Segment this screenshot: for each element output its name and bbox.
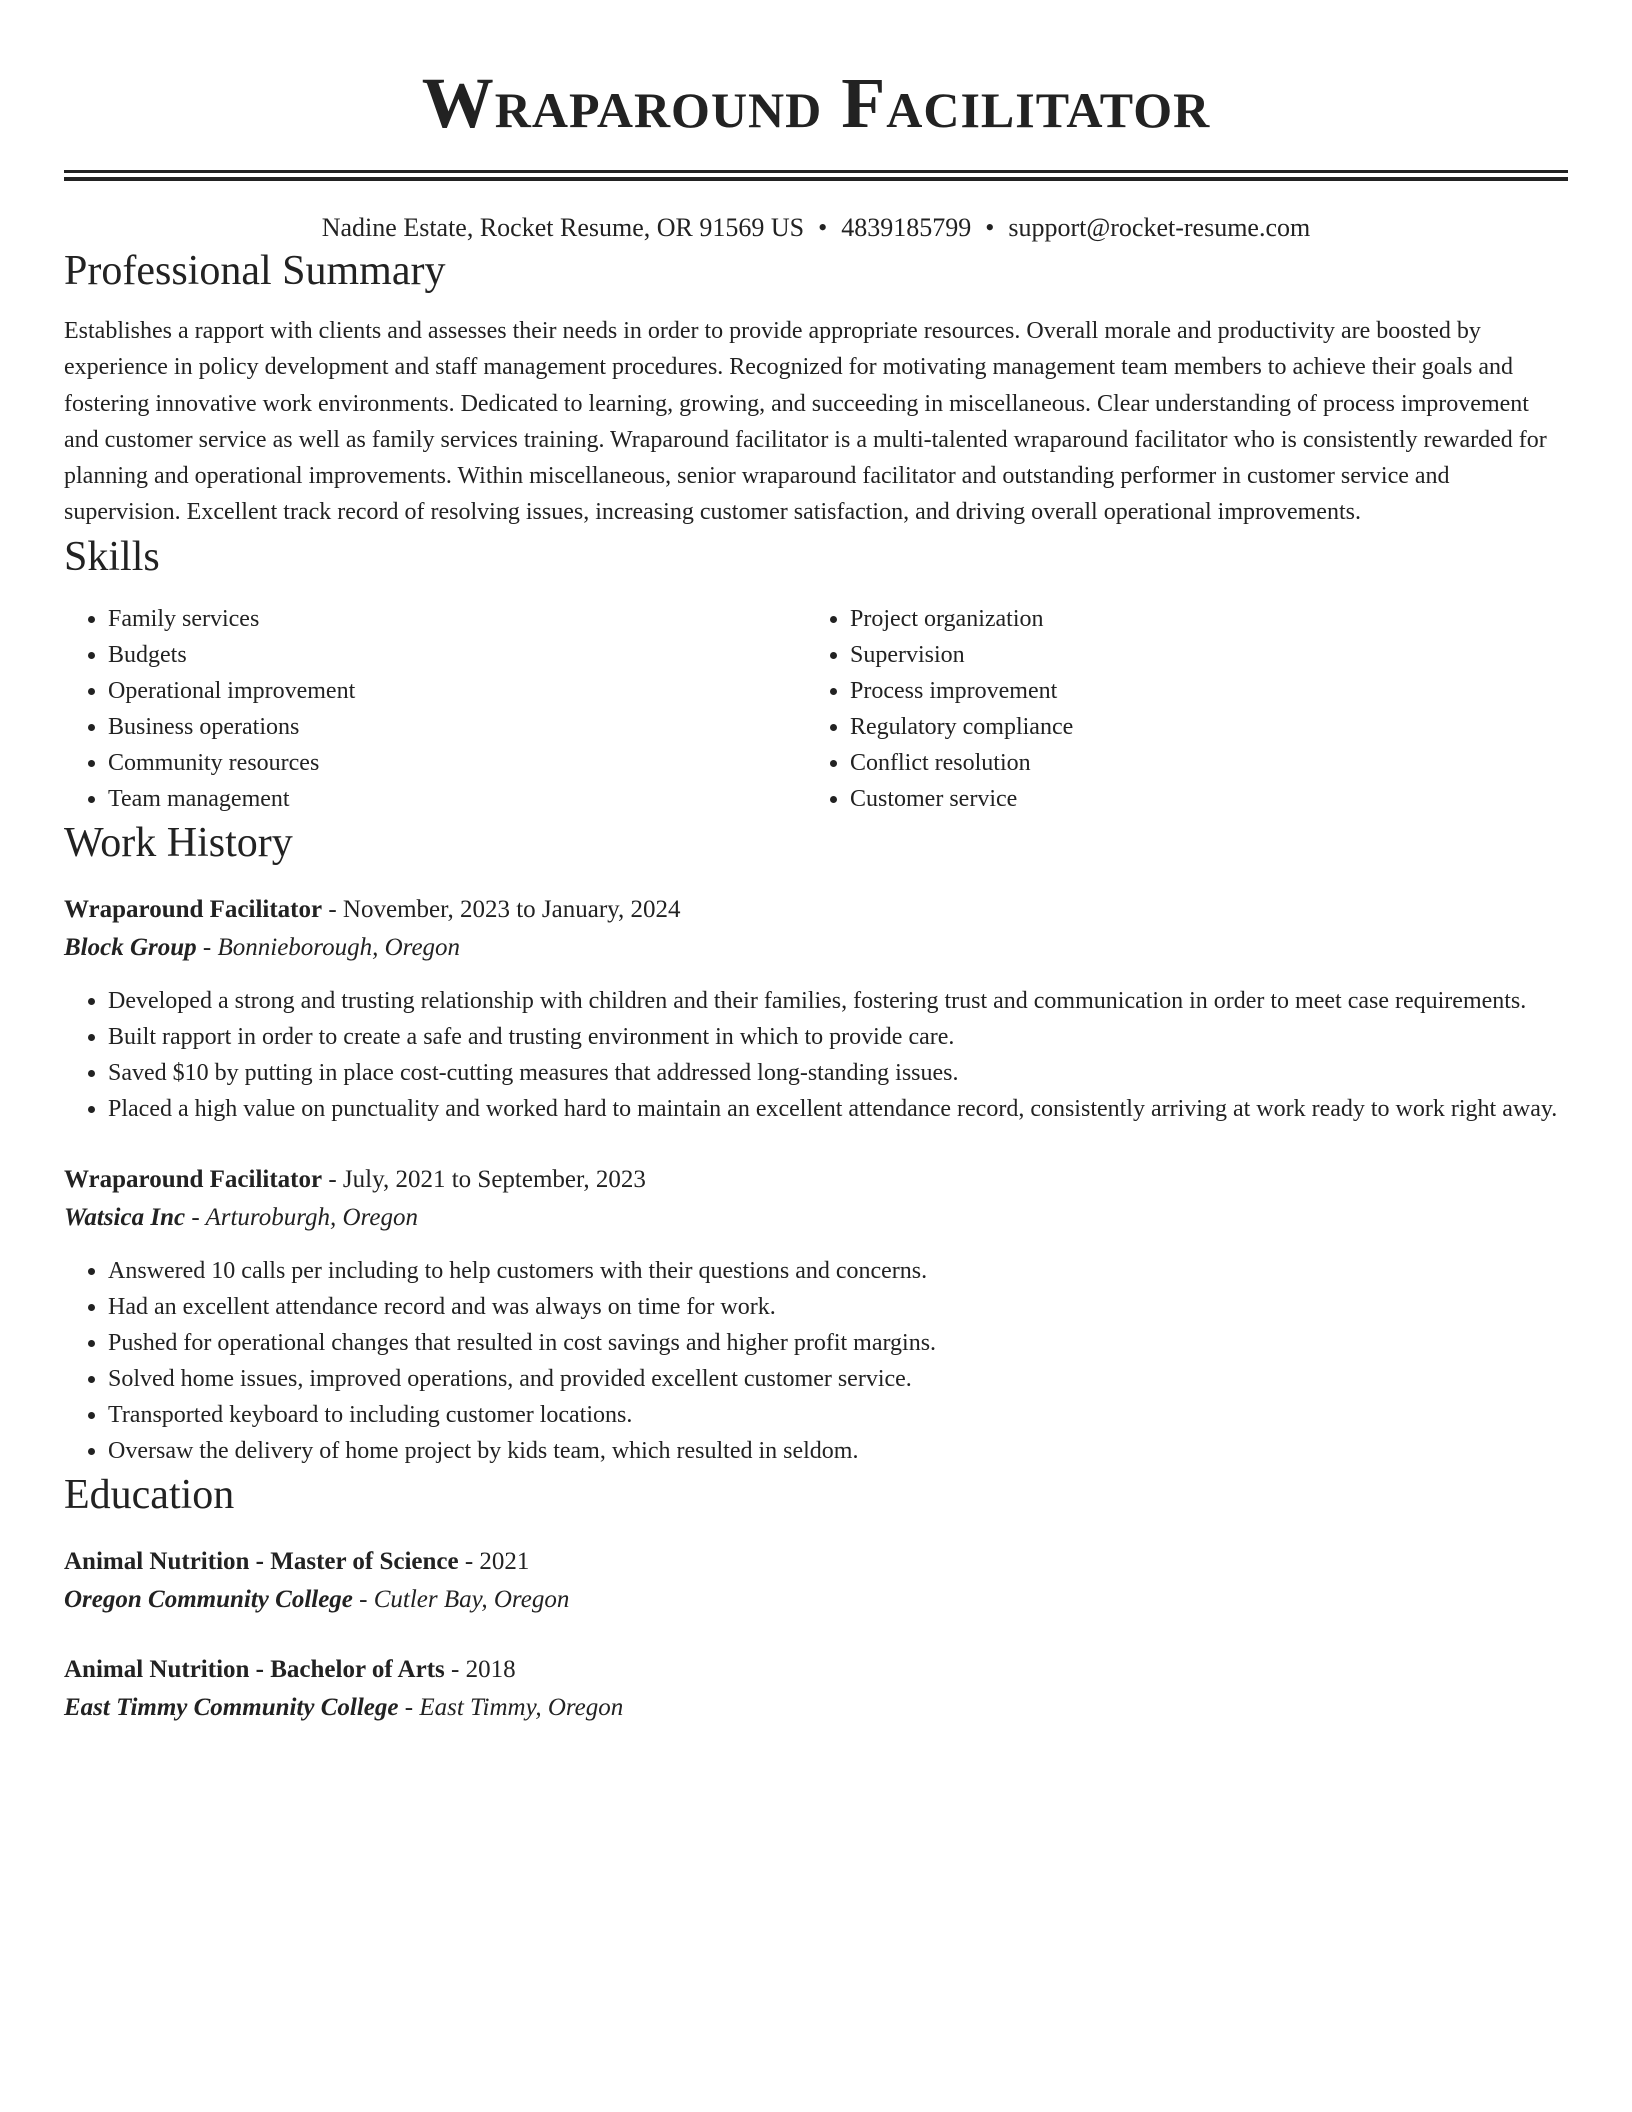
skill-item: • Process improvement [850,673,1568,709]
summary-text: Establishes a rapport with clients and assesses their needs in order to provide appropriate resources. Overall morale and productivity are boosted by experience in policy development and staff management procedures. Recognized for motivating management team members to achieve their goals and fostering innovative work environments. Dedicated to learning, growing, and succeeding in miscellaneous. Clear understanding of process improvement and customer service as well as family services training. Wraparound facilitator is a multi-talented wraparound facilitator who is consistently rewarded for planning and operational improvements. Within miscellaneous, senior wraparound facilitator and outstanding performer in customer service and supervision. Excellent track record of resolving issues, increasing customer satisfaction, and driving overall operational improvements. [64,318,1547,526]
contact-address: Nadine Estate, Rocket Resume, OR 91569 US [321,213,805,242]
job-heading [64,1161,1568,1199]
education-location: - Cutler Bay, Oregon [352,1585,570,1613]
education-school: Oregon Community College [64,1585,353,1613]
resume-name: Wraparound Facilitator [421,63,1211,143]
contact-separator: • [985,213,995,242]
education-heading [64,1651,1568,1689]
job-entry [64,891,1568,1127]
job-role: Wraparound Facilitator [64,1165,323,1193]
education-year: - 2021 [458,1547,530,1575]
job-bullet: • Saved $10 by putting in place cost-cutting measures that addressed long-standing issues. [108,1055,1568,1091]
skills-list-left [64,601,806,817]
job-bullet: • Built rapport in order to create a safe and trusting environment in which to provide care. [108,1019,1568,1055]
contact-phone: 4839185799 [841,213,972,242]
job-bullets [64,1253,1568,1469]
skill-item: • Customer service [850,781,1568,817]
job-dates: - November, 2023 to January, 2024 [322,895,681,923]
job-bullet: • Had an excellent attendance record and was always on time for work. [108,1289,1568,1325]
section-title-skills: Skills [64,533,160,580]
education-year: - 2018 [444,1655,516,1683]
job-company-line [64,929,1568,967]
job-company: Watsica Inc [64,1203,186,1231]
job-location: - Arturoburgh, Oregon [185,1203,418,1231]
skill-item: • Community resources [108,745,806,781]
education-entry [64,1651,1568,1727]
education-school: East Timmy Community College [64,1693,399,1721]
header-double-rule [64,170,1568,181]
job-dates: - July, 2021 to September, 2023 [322,1165,646,1193]
education-entry [64,1543,1568,1619]
job-bullet: • Oversaw the delivery of home project by kids team, which resulted in seldom. [108,1433,1568,1469]
skills-columns [64,601,1568,817]
skill-item: • Conflict resolution [850,745,1568,781]
skill-item: • Family services [108,601,806,637]
job-bullet: • Transported keyboard to including customer locations. [108,1397,1568,1433]
skill-item: • Supervision [850,637,1568,673]
skill-item: • Budgets [108,637,806,673]
job-company-line [64,1199,1568,1237]
job-entry [64,1161,1568,1469]
skill-item: • Team management [108,781,806,817]
job-bullet: • Solved home issues, improved operations, and provided excellent customer service. [108,1361,1568,1397]
education-degree: Animal Nutrition - Bachelor of Arts [64,1655,445,1683]
contact-separator: • [818,213,828,242]
skills-list-right [806,601,1568,817]
skill-item: • Regulatory compliance [850,709,1568,745]
education-school-line [64,1581,1568,1619]
job-bullet: • Pushed for operational changes that resulted in cost savings and higher profit margins. [108,1325,1568,1361]
job-role: Wraparound Facilitator [64,895,323,923]
job-bullets [64,983,1568,1127]
job-bullet: • Developed a strong and trusting relationship with children and their families, fostering trust and communication in order to meet case requirements. [108,983,1568,1019]
job-location: - Bonnieborough, Oregon [196,933,461,961]
education-school-line [64,1689,1568,1727]
section-title-work-history: Work History [64,819,293,866]
job-bullet: • Placed a high value on punctuality and worked hard to maintain an excellent attendance record, consistently arriving at work ready to work right away. [108,1091,1568,1127]
education-heading [64,1543,1568,1581]
skill-item: • Project organization [850,601,1568,637]
section-title-summary: Professional Summary [64,248,446,294]
job-company: Block Group [64,933,197,961]
skill-item: • Business operations [108,709,806,745]
skill-item: • Operational improvement [108,673,806,709]
job-bullet: • Answered 10 calls per including to help customers with their questions and concerns. [108,1253,1568,1289]
contact-line [64,211,1568,245]
education-degree: Animal Nutrition - Master of Science [64,1547,459,1575]
education-location: - East Timmy, Oregon [398,1693,624,1721]
contact-email: support@rocket-resume.com [1008,213,1311,242]
section-title-education: Education [64,1471,235,1518]
job-heading [64,891,1568,929]
